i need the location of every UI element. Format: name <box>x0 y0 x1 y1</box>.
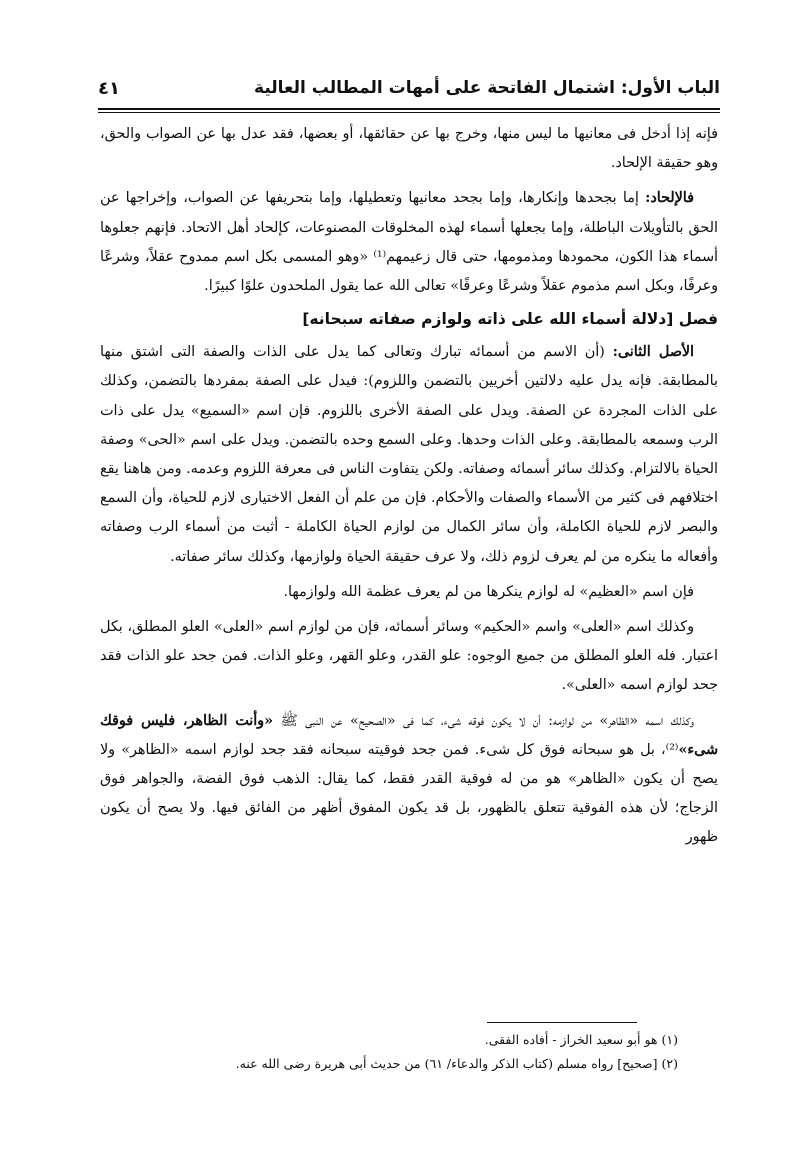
paragraph <box>100 338 718 572</box>
paragraph: فإن اسم «العظيم» له لوازم ينكرها من لم يعرف عظمة الله ولوازمها. <box>283 583 694 600</box>
term-asl-thani: الأصل الثانى: <box>612 344 695 361</box>
footnote: (٢) [صحيح] رواه مسلم (كتاب الذكر والدعاء/ ٦١) من حديث أبى هريرة رضى الله عنه. <box>235 1056 678 1071</box>
footnote: (١) هو أبو سعيد الخراز - أفاده الفقى. <box>484 1032 678 1047</box>
paragraph-text: ⁽²⁾، بل هو سبحانه فوق كل شىء. فمن جحد فوقيته سبحانه فقد جحد لوازم اسمه «الظاهر» ولا يصح أن يكون «الظاهر» هو من له فوقية القدر فقط، كما يقال: الذهب فوق الفضة، والجواهر فوق الزجاج؛ لأن هذه الفوقية تتعلق بالظهور، بل قد يكون المفوق أظهر من الفائق فيها. ولا يصح أن يكون ظهور <box>100 741 718 846</box>
header-rule-thin <box>98 112 720 113</box>
section-heading: فصل [دلالة أسماء الله على ذاته ولوازم صفاته سبحانه] <box>302 310 718 329</box>
main-text <box>100 120 718 853</box>
header-rule <box>98 108 720 110</box>
paragraph <box>100 184 718 301</box>
paragraph: وكذلك اسم «العلى» واسم «الحكيم» وسائر أسمائه، فإن من لوازم اسم «العلى» العلو المطلق، بكل اعتبار. فله العلو المطلق من جميع الوجوه: علو القدر، وعلو القهر، وعلو الذات. فمن جحد علو الذات فقد جحد لوازم اسمه «العلى». <box>100 619 718 694</box>
paragraph-text: إما بجحدها وإنكارها، وإما بجحد معانيها وتعطيلها، وإما بتحريفها عن الصواب، وإخراجها عن الحق بالتأويلات الباطلة، وإما بجعلها أسماء لهذه المخلوقات المصنوعات، كإلحاد أهل الاتحاد. فإنهم جعلوها أسماء هذا الكون، محمودها ومذمومها، حتى قال زعيمهم⁽¹⁾ «وهو المسمى بكل اسم ممدوح عقلاً، وشرعًا وعرفًا، وبكل اسم مذموم عقلاً وشرعًا وعرفًا» تعالى الله عما يقول الملحدون علوًا كبيرًا. <box>100 190 718 295</box>
paragraph: فإنه إذا أدخل فى معانيها ما ليس منها، وخرج بها عن حقائقها، أو بعضها، فقد عدل بها عن الصواب والحق، وهو حقيقة الإلحاد. <box>100 126 718 172</box>
running-header <box>98 72 720 104</box>
footnotes <box>100 1028 710 1076</box>
paragraph <box>100 707 718 853</box>
page-number: ٤١ <box>98 77 120 99</box>
paragraph-text: (أن الاسم من أسمائه تبارك وتعالى كما يدل على الذات والصفة التى اشتق منها بالمطابقة. فإنه يدل عليه دلالتين أخريين بالتضمن واللزوم): فيدل على الصفة بمفردها بالتضمن، وكذلك على الذات المجردة عن الصفة. ويدل على الصفة الأخرى باللزوم. فإن اسم «السميع» يدل على ذات الرب وسمعه بالمطابقة. وعلى الذات وحدها. وعلى السمع وحده بالتضمن. ويدل على اسم «الحى» وصفة الحياة بالالتزام. وكذلك سائر أسمائه وصفاته. ولكن يتفاوت الناس فى معرفة اللزوم وعدمه. ومن هاهنا يقع اختلافهم فى كثير من الأسماء والصفات والأحكام. فإن من علم أن الفعل الاختيارى لازم للحياة، وأن السمع والبصر لازم للحياة الكاملة، وأن سائر الكمال من لوازم الحياة الكاملة - أثبت من أسماء الرب وصفاته وأفعاله ما ينكره من لم يعرف لزوم ذلك، ولا عرف حقيقة الحياة ولوازمها، وكذلك سائر صفاته. <box>100 344 718 565</box>
paragraph-text: وكذلك اسمه «الظاهر» من لوازمه: أن لا يكون فوقه شىء، كما فى «الصحيح» عن النبى ﷺ <box>273 712 694 729</box>
chapter-title: الباب الأول: اشتمال الفاتحة على أمهات المطالب العالية <box>254 78 720 98</box>
term-ilhad: فالإلحاد: <box>645 190 694 207</box>
hadith-quote: «وأنت الظاهر، فليس فوقك شىء» <box>100 712 718 758</box>
footnote-rule <box>487 1022 637 1023</box>
